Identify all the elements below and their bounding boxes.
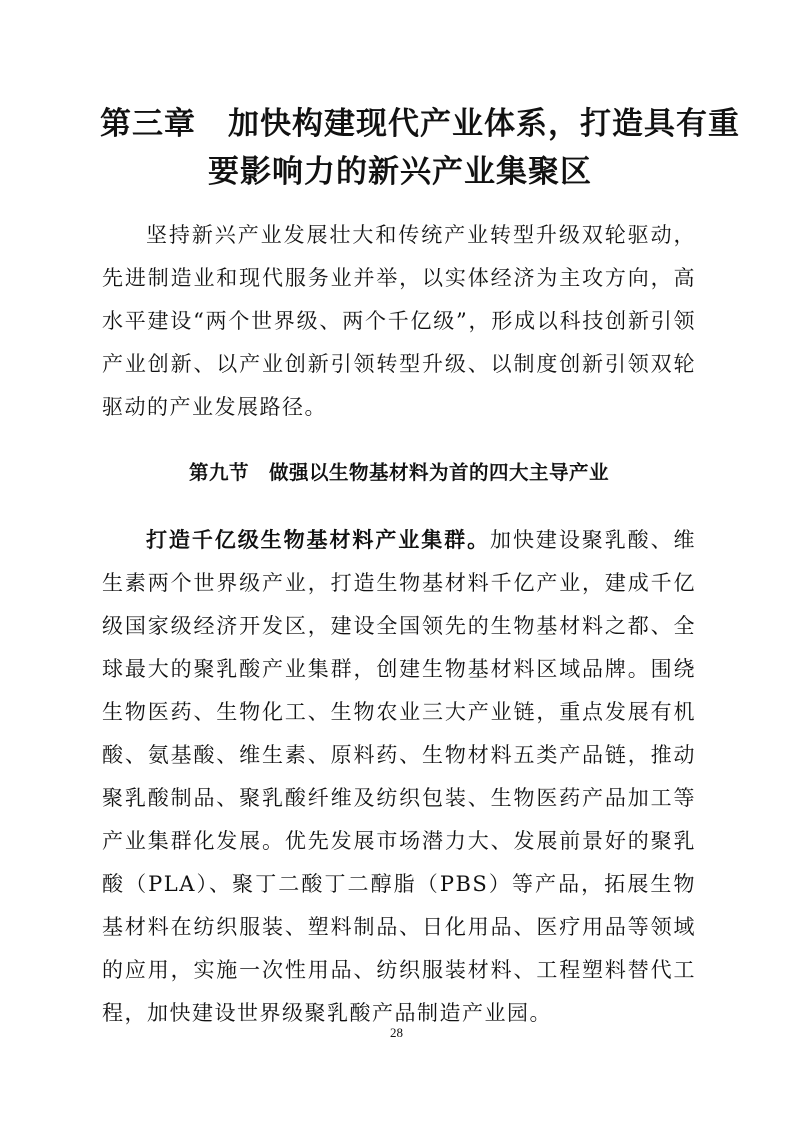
intro-paragraph: 坚持新兴产业发展壮大和传统产业转型升级双轮驱动，先进制造业和现代服务业并举，以实体经济为主攻方向，高水平建设“两个世界级、两个千亿级”，形成以科技创新引领产业创新、以产业创新引领转型升级、以制度创新引领双轮驱动的产业发展路径。 [102,223,696,419]
body-paragraph [102,518,696,1035]
body-paragraph-lead: 打造千亿级生物基材料产业集群。 [146,527,491,552]
section-title: 第九节 做强以生物基材料为首的四大主导产业 [188,461,609,484]
chapter-title-line-2: 要影响力的新兴产业集聚区 [208,154,592,190]
chapter-title [100,100,740,196]
body-paragraph-text: 加快建设聚乳酸、维生素两个世界级产业，打造生物基材料千亿产业，建成千亿级国家级经济开发区，建设全国领先的生物基材料之都、全球最大的聚乳酸产业集群，创建生物基材料区域品牌。围绕生物医药、生物化工、生物农业三大产业链，重点发展有机酸、氨基酸、维生素、原料药、生物材料五类产品链，推动聚乳酸制品、聚乳酸纤维及纺织包装、生物医药产品加工等产业集群化发展。优先发展市场潜力大、发展前景好的聚乳酸（PLA）、聚丁二酸丁二醇脂（PBS）等产品，拓展生物基材料在纺织服装、塑料制品、日化用品、医疗用品等领域的应用，实施一次性用品、纺织服装材料、工程塑料替代工程，加快建设世界级聚乳酸产品制造产业园。 [102,528,697,1025]
chapter-title-line-1: 第三章 加快构建现代产业体系，打造具有重 [100,106,740,142]
page-number: 28 [390,1025,403,1040]
